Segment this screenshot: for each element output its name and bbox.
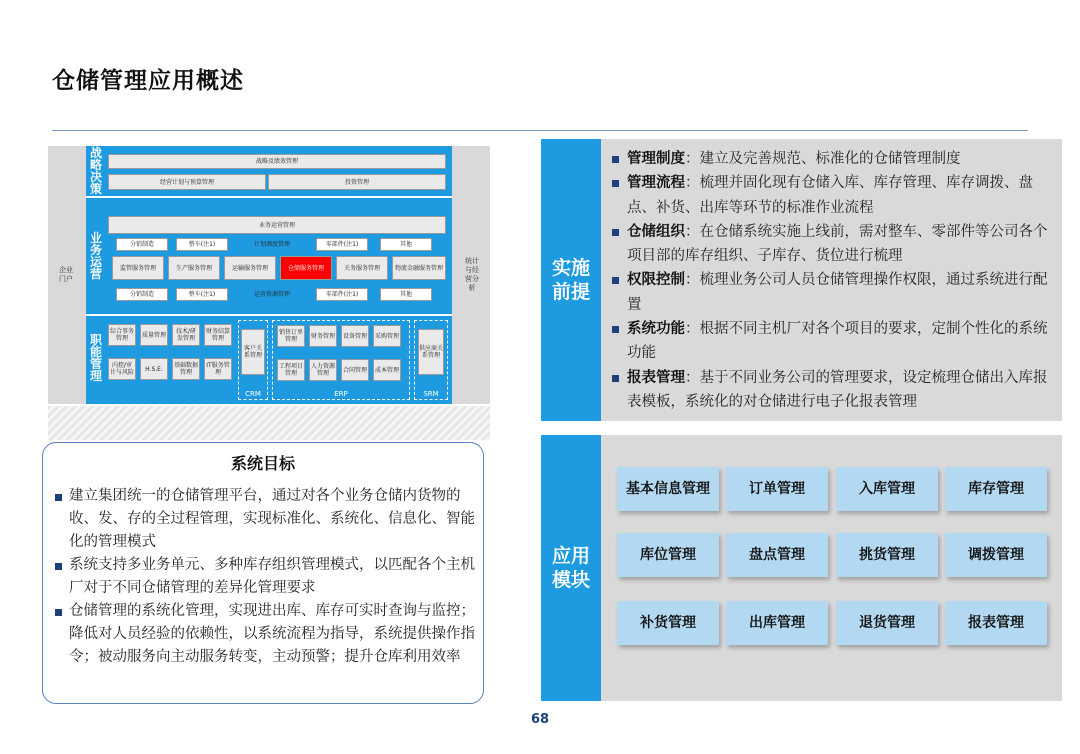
prerequisite-text: ：根据不同主机厂对各个项目的要求，定制个性化的系统功能: [627, 321, 1048, 362]
system-goals-box: [42, 442, 484, 704]
prerequisite-item: [611, 171, 1051, 220]
modules-tag: 应用模块: [541, 435, 601, 701]
prerequisite-term: 系统功能: [627, 321, 685, 338]
prerequisite-text: ：建立及完善规范、标准化的仓储管理制度: [685, 151, 961, 167]
strategy-right-box: 投资管理: [268, 174, 446, 190]
module-returns: 退货管理: [836, 601, 938, 645]
prerequisite-text: ：在仓储系统实施上线前，需对整车、零部件等公司各个项目部的库存组织、子库存、货位进行梳理: [627, 223, 1048, 265]
erp-box: 工程项目管理: [277, 359, 305, 381]
modules-panel: [541, 435, 1062, 701]
op-row1-box: 分销制造: [116, 238, 168, 251]
func-box: 财务结算管理: [204, 324, 232, 346]
op-service-box: 生产服务管理: [168, 256, 220, 280]
architecture-core: [86, 146, 452, 404]
prerequisites-tag: 实施前提: [541, 139, 601, 421]
prerequisite-text: ：基于不同业务公司的管理要求，设定梳理仓储出入库报表模板，系统化的对仓储进行电子化报表管理: [627, 369, 1048, 410]
prerequisite-term: 管理流程: [627, 175, 685, 192]
prerequisite-item: [611, 220, 1051, 269]
prerequisite-term: 管理制度: [627, 151, 685, 167]
module-location: 库位管理: [617, 533, 719, 577]
prerequisite-term: 报表管理: [627, 369, 685, 386]
prerequisites-list: [611, 147, 1051, 414]
enterprise-portal-column: [48, 146, 84, 404]
op-row3-center: 运营资源管理: [253, 291, 290, 298]
op-row1-box: 其他: [380, 238, 432, 251]
goal-item: 仓储管理的系统化管理，实现进出库、库存可实时查询与监控；降低对人员经验的依赖性，以系统流程为指导，系统提供操作指令；被动服务向主动服务转变，主动预警；提升仓库利用效率: [53, 600, 479, 669]
erp-box: 财务管理: [309, 325, 337, 347]
enterprise-portal-label: 企业门户: [59, 266, 73, 283]
op-service-box: 运输服务管理: [224, 256, 276, 280]
func-box: 技术/研发管理: [172, 324, 200, 346]
prerequisite-item: [611, 366, 1051, 415]
erp-label: ERP: [334, 390, 348, 398]
prerequisite-item: [611, 147, 1051, 171]
op-row1-center: 计划调度管理: [253, 241, 290, 248]
strategy-left-box: 经营计划与预算管理: [108, 174, 266, 190]
prerequisite-item: [611, 317, 1051, 366]
op-service-box: 监管服务管理: [112, 256, 164, 280]
func-box: IT服务管理: [204, 358, 232, 380]
functions-label: 职能管理: [89, 333, 102, 383]
crm-group: [238, 320, 268, 400]
diagram-shadow: [48, 406, 490, 440]
title-divider: [52, 130, 1028, 131]
erp-box: 合同管理: [341, 359, 369, 381]
prerequisites-panel: [541, 139, 1062, 421]
page-title: 仓储管理应用概述: [52, 68, 244, 94]
strategy-label: 战略决策: [89, 146, 102, 196]
func-box: 综合事务管理: [108, 324, 136, 346]
op-row3-box: 整车(注1): [176, 288, 228, 301]
func-box: 基础数据管理: [172, 358, 200, 380]
module-basic-info: 基本信息管理: [617, 467, 719, 511]
goal-item: 系统支持多业务单元、多种库存组织管理模式，以匹配各个主机厂对于不同仓储管理的差异化管理要求: [53, 554, 479, 600]
func-box: 质量管理: [140, 324, 168, 346]
operations-band: [86, 200, 452, 316]
system-goals-title: 系统目标: [230, 454, 295, 473]
op-service-box: 物流金融服务管理: [392, 256, 446, 280]
module-order: 订单管理: [726, 467, 828, 511]
module-transfer: 调拨管理: [945, 533, 1047, 577]
functions-band: [86, 318, 452, 404]
erp-box: 人力资源管理: [309, 359, 337, 381]
strategy-band: [86, 146, 452, 198]
erp-box: 采购管理: [373, 325, 401, 347]
func-box: H.S.E.: [140, 358, 168, 380]
prerequisite-term: 仓储组织: [627, 223, 685, 240]
system-goals-list: [53, 485, 479, 669]
crm-label: CRM: [245, 390, 261, 398]
module-stocktake: 盘点管理: [726, 533, 828, 577]
op-row3-box: 分销制造: [116, 288, 168, 301]
op-row3-box: 零部件(注1): [316, 288, 368, 301]
operations-label: 业务运营: [89, 231, 102, 281]
erp-group: [272, 320, 410, 400]
module-picking: 挑货管理: [836, 533, 938, 577]
op-service-box: 关务服务管理: [336, 256, 388, 280]
op-row1-box: 零部件(注1): [316, 238, 368, 251]
prerequisite-text: ：梳理业务公司人员仓储管理操作权限，通过系统进行配置: [627, 272, 1048, 313]
module-replenish: 补货管理: [617, 601, 719, 645]
erp-box: 设备管理: [341, 325, 369, 347]
statistics-column: [454, 146, 490, 404]
architecture-diagram: [48, 146, 490, 404]
op-row3-box: 其他: [380, 288, 432, 301]
module-reports: 报表管理: [945, 601, 1047, 645]
module-outbound: 出库管理: [726, 601, 828, 645]
op-service-box-highlight: 仓储服务管理: [280, 256, 332, 280]
erp-box: 成本管理: [373, 359, 401, 381]
srm-label: SRM: [423, 390, 439, 398]
prerequisite-item: [611, 268, 1051, 317]
page-number: 68: [530, 712, 550, 727]
module-inbound: 入库管理: [836, 467, 938, 511]
prerequisite-text: ：梳理并固化现有仓储入库、库存管理、库存调拨、盘点、补货、出库等环节的标准作业流程: [627, 175, 1033, 216]
module-inventory: 库存管理: [945, 467, 1047, 511]
srm-group: [414, 320, 448, 400]
goal-item: 建立集团统一的仓储管理平台，通过对各个业务仓储内货物的收、发、存的全过程管理，实现标准化、系统化、信息化、智能化的管理模式: [53, 485, 479, 554]
prerequisite-term: 权限控制: [627, 272, 685, 289]
strategy-top-box: 战略及绩效管理: [108, 154, 446, 169]
op-row1-box: 整车(注1): [176, 238, 228, 251]
func-box: 内控/审计与风险: [108, 358, 136, 380]
srm-box: 供应商关系管理: [418, 329, 444, 375]
statistics-label: 统计与经营分析: [465, 257, 479, 292]
operations-header-box: 业务运营管理: [108, 216, 446, 234]
crm-box: 客户关系管理: [241, 329, 265, 375]
erp-box: 销售订单管理: [277, 325, 305, 347]
